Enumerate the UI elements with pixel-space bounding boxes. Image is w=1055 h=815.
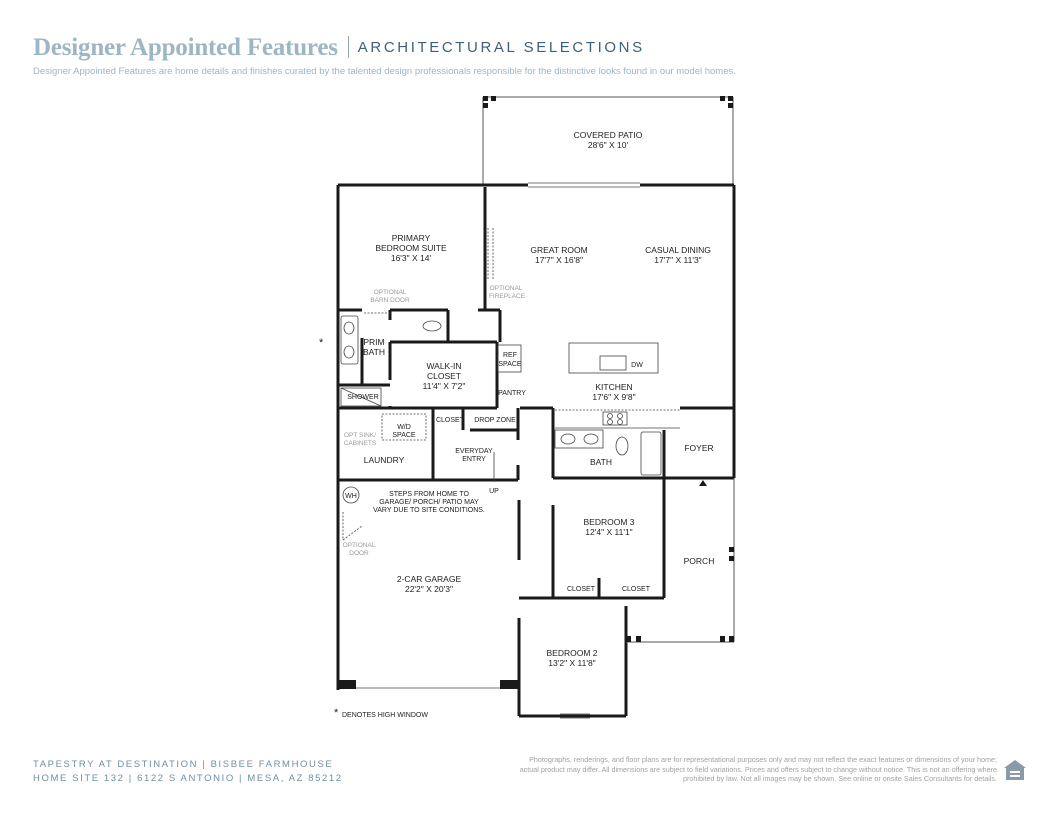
steps-note-3: VARY DUE TO SITE CONDITIONS. bbox=[373, 507, 485, 514]
steps-note-2: GARAGE/ PORCH/ PATIO MAY bbox=[379, 499, 479, 506]
patio-dims: 28'6" X 10' bbox=[587, 140, 629, 150]
opt-sink-label-2: CABINETS bbox=[343, 440, 377, 447]
garage-name: 2-CAR GARAGE bbox=[396, 574, 462, 584]
wd-label-1: W/D bbox=[397, 424, 411, 431]
bath-name: BATH bbox=[589, 457, 613, 467]
patio-posts bbox=[483, 96, 733, 108]
everyday-entry-2: ENTRY bbox=[462, 456, 486, 463]
high-window-legend: DENOTES HIGH WINDOW bbox=[342, 712, 428, 719]
prim-bath-name-1: PRIM bbox=[363, 337, 385, 347]
page-title: Designer Appointed Features bbox=[33, 34, 338, 61]
wd-label-2: SPACE bbox=[392, 432, 416, 439]
kitchen-dims: 17'6" X 9'8" bbox=[592, 392, 636, 402]
laundry-name: LAUNDRY bbox=[363, 455, 405, 465]
porch-posts bbox=[626, 547, 734, 642]
entry-arrow-icon bbox=[699, 480, 707, 486]
ref-label-2: SPACE bbox=[498, 361, 522, 368]
ref-label-1: REF bbox=[503, 352, 517, 359]
walkin-name-1: WALK-IN bbox=[426, 361, 462, 371]
walkin-name-2: CLOSET bbox=[426, 371, 462, 381]
walkin-dims: 11'4" X 7'2" bbox=[422, 381, 466, 391]
bedroom2-name: BEDROOM 2 bbox=[546, 648, 598, 658]
primary-dims: 16'3" X 14' bbox=[390, 253, 432, 263]
porch-name: PORCH bbox=[683, 556, 715, 566]
fireplace-label-2: FIREPLACE bbox=[488, 293, 526, 300]
bedroom3-dims: 12'4" X 11'1" bbox=[585, 527, 633, 537]
header-description: Designer Appointed Features are home details and finishes curated by the talented design professionals responsible for the distinctive looks found in our model homes. bbox=[33, 66, 736, 77]
kitchen-name: KITCHEN bbox=[595, 382, 633, 392]
high-window-asterisk: * bbox=[319, 337, 324, 349]
equal-housing-icon bbox=[1002, 758, 1028, 784]
footer-disclaimer: Photographs, renderings, and floor plans are for representational purposes only and may not reflect the exact features or dimensions of your home; actual product may differ. All dimensions are subject to field variations. Prices and offers subject to change without notice. This is not an offering where prohibited by law. Not all images may be shown. See online or onsite Sales Consultants for details. bbox=[519, 755, 997, 784]
primary-name-2: BEDROOM SUITE bbox=[375, 243, 447, 253]
footer-community: TAPESTRY AT DESTINATION | BISBEE FARMHOUSE bbox=[33, 759, 334, 770]
dining-name: CASUAL DINING bbox=[645, 245, 711, 255]
pantry-label: PANTRY bbox=[498, 390, 526, 397]
laundry-closet-label: CLOSET bbox=[435, 417, 465, 424]
fireplace-label-1: OPTIONAL bbox=[489, 285, 523, 292]
shower-label: SHOWER bbox=[347, 394, 379, 401]
legend-asterisk: * bbox=[334, 707, 339, 719]
water-heater-label: WH bbox=[345, 493, 357, 500]
dining-dims: 17'7" X 11'3" bbox=[654, 255, 702, 265]
page-subtitle: ARCHITECTURAL SELECTIONS bbox=[357, 39, 645, 56]
small-labels bbox=[343, 285, 651, 593]
up-label: UP bbox=[489, 488, 499, 495]
everyday-entry-1: EVERYDAY bbox=[455, 448, 493, 455]
optional-door-label-1: OPTIONAL bbox=[342, 542, 376, 549]
porch-outline bbox=[626, 478, 734, 642]
primary-name-1: PRIMARY bbox=[391, 233, 431, 243]
footer-address: HOME SITE 132 | 6122 S ANTONIO | MESA, AZ 85212 bbox=[33, 773, 343, 784]
barn-door-label-2: BARN DOOR bbox=[370, 297, 410, 304]
room-labels bbox=[363, 130, 714, 668]
great-room-name: GREAT ROOM bbox=[530, 245, 588, 255]
dw-label: DW bbox=[631, 362, 643, 369]
bedroom3-closet-right: CLOSET bbox=[621, 586, 651, 593]
steps-note-1: STEPS FROM HOME TO bbox=[389, 491, 469, 498]
drop-zone-label: DROP ZONE bbox=[474, 417, 516, 424]
bedroom2-dims: 13'2" X 11'8" bbox=[548, 658, 596, 668]
great-room-dims: 17'7" X 16'8" bbox=[534, 255, 584, 265]
prim-bath-name-2: BATH bbox=[362, 347, 386, 357]
garage-dims: 22'2" X 20'3" bbox=[404, 584, 454, 594]
optional-door-label-2: DOOR bbox=[349, 550, 369, 557]
bedroom3-closet-left: CLOSET bbox=[566, 586, 596, 593]
foyer-name: FOYER bbox=[684, 443, 714, 453]
barn-door-label-1: OPTIONAL bbox=[373, 289, 407, 296]
patio-name: COVERED PATIO bbox=[573, 130, 643, 140]
opt-sink-label-1: OPT SINK/ bbox=[343, 432, 377, 439]
bedroom3-name: BEDROOM 3 bbox=[583, 517, 635, 527]
